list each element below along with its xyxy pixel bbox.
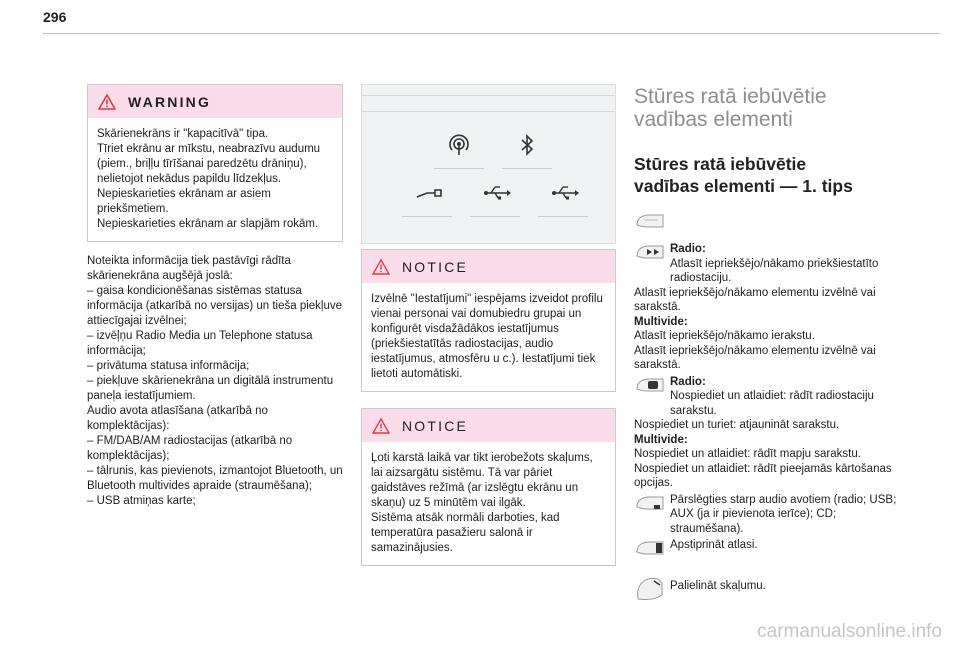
right-column [634, 84, 904, 607]
entry-label: Multivide: [634, 433, 688, 446]
source-usb-1 [470, 177, 520, 217]
control-entry-5 [634, 575, 904, 608]
usb-icon [551, 181, 579, 205]
warning-text [88, 118, 342, 241]
list-item: – izvēļņu Radio Media un Telephone statusa informācija; [87, 330, 313, 357]
warning-triangle-icon [372, 418, 390, 434]
steering-wheel-overview [634, 211, 904, 238]
notice-title: NOTICE [402, 417, 469, 434]
control-entry-1 [634, 242, 904, 373]
notice-box-2 [361, 408, 616, 566]
source-aux [402, 177, 452, 217]
thumbwheel-icon [634, 375, 666, 397]
section-subtitle [634, 153, 904, 197]
steering-control-icon [634, 211, 666, 233]
notice-title: NOTICE [402, 258, 469, 275]
middle-column [361, 84, 616, 566]
notice-paragraph: Ļoti karstā laikā var tikt ierobežots skaļums, lai aizsargātu sistēmu. Tā var pāriet gaidstāves režīmā (ar izslēgtu ekrānu un skaņu) uz 5 minūtēm vai ilgāk. [371, 452, 593, 509]
entry-text: Atlasīt iepriekšējo/nākamo elementu izvēlnē vai sarakstā. [634, 344, 876, 371]
entry-label: Radio: [670, 243, 706, 255]
section-title-line: vadības elementi [634, 108, 793, 131]
entry-text: Nospiediet un atlaidiet: rādīt pieejamās kārtošanas opcijas. [634, 462, 892, 489]
warning-box [87, 84, 343, 242]
notice-header [362, 250, 615, 283]
list-item: – USB atmiņas karte; [87, 495, 196, 507]
entry-text: Pārslēgties starp audio avotiem (radio; USB; AUX (ja ir pievienota ierīce); CD; straumēšana). [670, 493, 897, 535]
entry-label: Multivide: [634, 315, 688, 328]
notice-paragraph: Izvēlnē "Iestatījumi" iespējams izveidot profilu vienai personai vai domubiedru grupai un konfigurēt visdažādākos iestatījumus (priekšiestatītās radiostacijas, audio iestatījumus, atmosfēru u c.). Iestatījumi tiek lietoti automātiski. [371, 293, 603, 380]
entry-label: Radio: [670, 375, 706, 388]
notice-box-1 [361, 249, 616, 392]
warning-header [88, 85, 342, 118]
source-bluetooth [502, 129, 552, 169]
entry-text: Nospiediet un atlaidiet: rādīt mapju sarakstu. [634, 448, 861, 460]
notice-paragraph: Sistēma atsāk normāli darboties, kad temperatūra pasažieru salonā ir samazinājusies. [371, 512, 560, 554]
entry-text: Atlasīt iepriekšējo/nākamo ierakstu. [634, 330, 815, 342]
usb-icon [483, 181, 511, 205]
source-radio [434, 129, 484, 169]
confirm-button-icon [634, 538, 666, 560]
source-button-icon [634, 493, 666, 515]
section-subtitle-line: Stūres ratā iebūvētie [634, 154, 807, 174]
watermark: carmanualsonline.info [757, 621, 942, 642]
volume-up-icon [634, 575, 666, 603]
entry-text: Apstiprināt atlasi. [670, 539, 758, 551]
source-screen-illustration [361, 84, 616, 244]
warning-triangle-icon [98, 94, 116, 110]
warning-line: Tīriet ekrānu ar mīkstu, neabrazīvu audumu (piem., briļļu tīrīšanai paredzētu drāniņu), nelietojot nekādus papildu līdzekļus. [97, 143, 321, 185]
warning-title: WARNING [128, 93, 212, 110]
entry-text: Palielināt skaļumu. [670, 579, 766, 592]
section-title [634, 85, 904, 131]
notice-header [362, 409, 615, 442]
control-entry-4 [634, 538, 904, 565]
control-entry-3 [634, 493, 904, 537]
seek-buttons-icon [634, 242, 666, 264]
radio-signal-icon [447, 133, 471, 157]
screen-bar [362, 95, 615, 96]
notice-text [362, 283, 615, 391]
list-item: – FM/DAB/AM radiostacijas (atkarībā no komplektācijas); [87, 435, 293, 462]
notice-text [362, 442, 615, 565]
left-column [87, 84, 343, 509]
entry-text: Atlasīt iepriekšējo/nākamo elementu izvēlnē vai sarakstā. [634, 286, 876, 313]
warning-line: Skārienekrāns ir "kapacitīvā" tipa. [97, 128, 269, 140]
bluetooth-icon [515, 133, 539, 157]
entry-text: Nospiediet un turiet: atjaunināt sarakstu. [634, 419, 840, 431]
paragraph: Noteikta informācija tiek pastāvīgi rādīta skārienekrāna augšējā joslā: [87, 255, 291, 282]
list-item: – privātuma statusa informācija; [87, 360, 250, 372]
source-usb-2 [538, 177, 588, 217]
section-title-line: Stūres ratā iebūvētie [634, 85, 827, 108]
section-subtitle-line: vadības elementi — 1. tips [634, 176, 853, 196]
control-entry-2 [634, 375, 904, 491]
warning-line: Nepieskarieties ekrānam ar slapjām rokām. [97, 218, 319, 230]
warning-triangle-icon [372, 259, 390, 275]
list-item: – piekļuve skārienekrāna un digitālā instrumentu paneļa iestatījumiem. [87, 375, 334, 402]
body-text [87, 254, 343, 509]
paragraph: Audio avota atlasīšana (atkarībā no komplektācijas): [87, 405, 268, 432]
page-number: 296 [43, 9, 67, 25]
entry-text: Atlasīt iepriekšējo/nākamo priekšiestatīto radiostaciju. [670, 257, 879, 284]
warning-line: Nepieskarieties ekrānam ar asiem priekšmetiem. [97, 188, 271, 215]
list-item: – tālrunis, kas pievienots, izmantojot Bluetooth, un Bluetooth multivides apraide (straumēšana); [87, 465, 343, 492]
aux-cable-icon [415, 181, 443, 205]
list-item: – gaisa kondicionēšanas sistēmas statusa informācija (atkarībā no versijas) un tieša piekļuve attiecīgajai izvēlnei; [87, 285, 343, 327]
screen-bar [362, 111, 615, 112]
entry-text: Nospiediet un atlaidiet: rādīt radiostaciju sarakstu. [670, 390, 874, 417]
top-rule [43, 33, 940, 34]
